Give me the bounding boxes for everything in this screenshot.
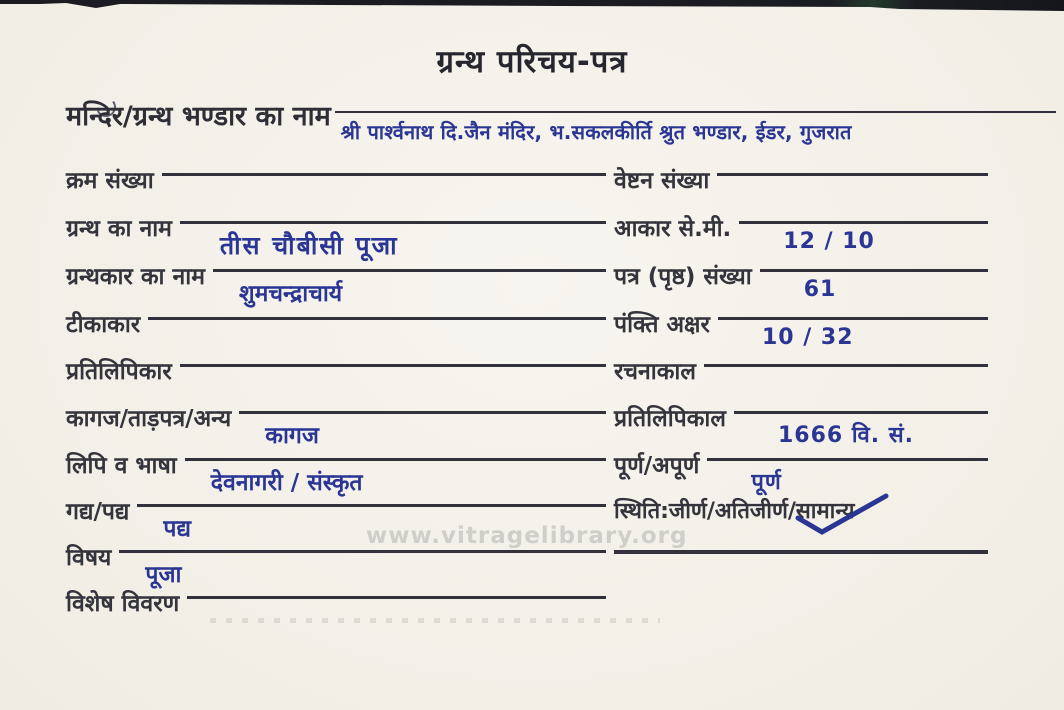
watermark-text: www.vitragelibrary.org xyxy=(366,523,688,549)
field-label: वेष्टन संख्या xyxy=(614,168,710,194)
field-row-bhandar-name xyxy=(66,100,1056,145)
field-value: 12 / 10 xyxy=(783,229,875,254)
field-row-leaf-count xyxy=(614,262,988,308)
field-row-copy-date xyxy=(614,404,988,450)
field-row-special-details xyxy=(66,589,606,635)
field-row-granth-name xyxy=(66,214,606,260)
field-label: गद्य/पद्य xyxy=(66,499,130,525)
field-value: 10 / 32 xyxy=(761,325,854,350)
field-row-prose-verse xyxy=(66,497,606,543)
ruled-line xyxy=(718,317,988,350)
ruled-line xyxy=(162,173,606,180)
field-value xyxy=(180,367,606,371)
field-value: 1666 वि. सं. xyxy=(777,423,915,448)
field-row-composition-date xyxy=(614,357,988,403)
field-value: कागज xyxy=(265,423,319,449)
field-label: आकार से.मी. xyxy=(614,216,732,242)
field-row-copyist xyxy=(66,357,606,403)
field-value-bhandar-name: श्री पार्श्वनाथ दि.जैन मंदिर, भ.सकलकीर्ति श्रुत भण्डार, ईडर, गुजरात xyxy=(340,120,852,144)
field-value: तीस चौबीसी पूजा xyxy=(219,231,399,260)
field-row-material xyxy=(66,404,606,450)
field-label: पंक्ति अक्षर xyxy=(614,312,710,338)
field-label: टीकाकार xyxy=(66,312,141,338)
field-label: क्रम संख्या xyxy=(66,168,154,194)
field-label-condition xyxy=(614,497,863,527)
page-title: ग्रन्थ परिचय-पत्र xyxy=(436,44,628,80)
field-row-bundle-number xyxy=(614,166,988,212)
ruled-line xyxy=(137,504,606,543)
field-label: पत्र (पृष्ठ) संख्या xyxy=(614,264,752,290)
ruled-line xyxy=(614,550,988,554)
ruled-line xyxy=(760,269,988,302)
ruled-line xyxy=(717,173,988,181)
field-row-lines-letters xyxy=(614,310,988,356)
field-label: प्रतिलिपिकाल xyxy=(614,406,726,432)
field-row-commentator xyxy=(66,310,606,356)
ruled-line xyxy=(180,364,606,371)
field-value xyxy=(162,176,606,180)
field-value xyxy=(704,367,988,372)
field-label: रचनाकाल xyxy=(614,359,696,385)
ruled-line xyxy=(119,550,606,589)
field-label: पूर्ण/अपूर्ण xyxy=(614,453,700,479)
scan-edge-artifact xyxy=(0,0,1064,12)
checkmark-icon xyxy=(790,491,894,537)
field-label: विशेष विवरण xyxy=(66,591,180,617)
field-label: ग्रन्थ का नाम xyxy=(66,216,172,242)
field-row-condition xyxy=(614,497,988,537)
field-value xyxy=(717,176,988,181)
field-row-script-language xyxy=(66,451,606,497)
field-value: पद्य xyxy=(163,516,191,542)
field-label-bhandar-name: मन्दिर/ग्रन्थ भण्डार का नाम xyxy=(66,101,331,132)
field-value: पूजा xyxy=(145,562,182,588)
field-value: देवनागरी / संस्कृत xyxy=(210,470,363,496)
field-label: प्रतिलिपिकार xyxy=(66,359,172,385)
ruled-line xyxy=(734,411,988,449)
ruled-line xyxy=(148,317,606,324)
field-label: कागज/ताड़पत्र/अन्य xyxy=(66,406,232,432)
field-label: लिपि व भाषा xyxy=(66,453,177,479)
ruled-line xyxy=(185,458,606,497)
ruled-line xyxy=(239,411,606,450)
field-value: शुमचन्द्राचार्य xyxy=(238,281,343,307)
field-value xyxy=(187,599,606,603)
field-label: ग्रन्थकार का नाम xyxy=(66,264,205,290)
field-label: विषय xyxy=(66,545,112,571)
ruled-line xyxy=(213,269,606,308)
condition-checked-option: सामान्य xyxy=(796,497,855,527)
field-row-subject xyxy=(66,543,606,589)
field-value: पूर्ण xyxy=(751,470,782,495)
field-value xyxy=(148,320,606,324)
ruled-line xyxy=(187,596,606,603)
field-row-author-name xyxy=(66,262,606,308)
ruled-line xyxy=(739,221,988,254)
field-row-serial-number xyxy=(66,166,606,212)
field-row-blank-line xyxy=(614,543,988,589)
field-row-size-cm xyxy=(614,214,988,260)
ruled-line xyxy=(180,221,606,262)
condition-options-text: स्थिति:जीर्ण/अतिजीर्ण/ xyxy=(614,499,796,524)
ruled-line xyxy=(704,364,988,372)
field-value: 61 xyxy=(803,277,837,302)
ruled-line xyxy=(335,111,1056,145)
